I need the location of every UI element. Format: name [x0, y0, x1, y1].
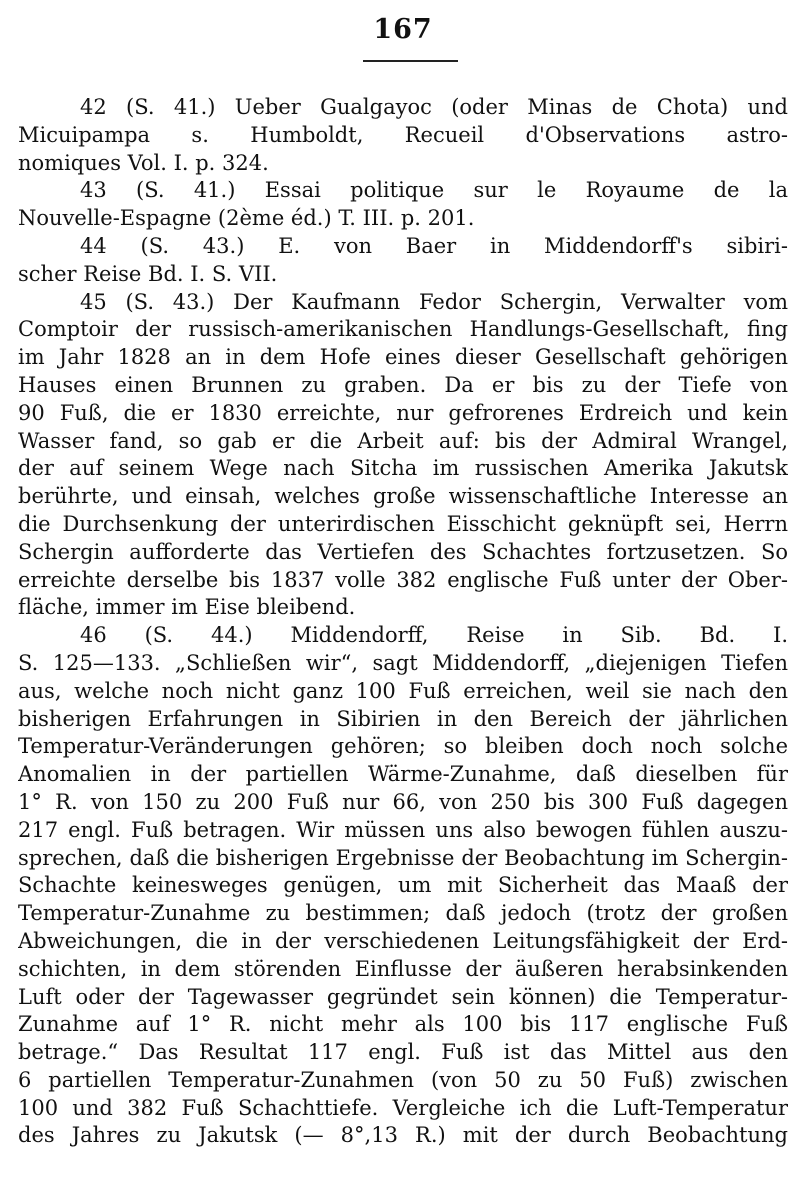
text-line: Zunahme auf 1° R. nicht mehr als 100 bis 117 englische Fuß [18, 1012, 788, 1037]
text-line: die Durchsenkung der unterirdischen Eisschicht geknüpft sei, Herrn [18, 511, 788, 536]
text-line: Schachte keinesweges genügen, um mit Sicherheit das Maaß der [18, 873, 788, 898]
text-line: Comptoir der russisch-amerikanischen Handlungs-Gesellschaft, fing [18, 317, 788, 342]
text-line: Nouvelle-Espagne (2ème éd.) T. III. p. 201. [18, 206, 475, 231]
text-line: 1° R. von 150 zu 200 Fuß nur 66, von 250 bis 300 Fuß dagegen [18, 789, 788, 814]
text-line: 46 (S. 44.) Middendorff, Reise in Sib. Bd. I. [80, 623, 788, 648]
text-line: nomiques Vol. I. p. 324. [18, 150, 269, 175]
text-line: der auf seinem Wege nach Sitcha im russischen Amerika Jakutsk [18, 456, 788, 481]
text-line: Temperatur-Zunahme zu bestimmen; daß jedoch (trotz der großen [18, 901, 788, 926]
text-line: Luft oder der Tagewasser gegründet sein können) die Temperatur- [18, 984, 788, 1009]
text-line: Abweichungen, die in der verschiedenen Leitungsfähigkeit der Erd- [18, 928, 788, 953]
text-line: sprechen, daß die bisherigen Ergebnisse der Beobachtung im Schergin- [18, 845, 788, 870]
text-line: fläche, immer im Eise bleibend. [18, 595, 356, 620]
text-line: schichten, in dem störenden Einflusse der äußeren herabsinkenden [18, 956, 788, 981]
text-line: Micuipampa s. Humboldt, Recueil d'Observations astro- [18, 122, 788, 147]
text-line: Hauses einen Brunnen zu graben. Da er bis zu der Tiefe von [18, 372, 788, 397]
text-line: Wasser fand, so gab er die Arbeit auf: bis der Admiral Wrangel, [18, 428, 788, 453]
text-line: des Jahres zu Jakutsk (— 8°,13 R.) mit der durch Beobachtung [18, 1123, 788, 1148]
text-line: berührte, und einsah, welches große wissenschaftliche Interesse an [18, 484, 788, 509]
text-line: erreichte derselbe bis 1837 volle 382 englische Fuß unter der Ober- [18, 567, 788, 592]
text-line: Schergin aufforderte das Vertiefen des Schachtes fortzusetzen. So [18, 539, 788, 564]
text-line: im Jahr 1828 an in dem Hofe eines dieser Gesellschaft gehörigen [18, 345, 788, 370]
text-line: 100 und 382 Fuß Schachttiefe. Vergleiche ich die Luft-Temperatur [18, 1095, 788, 1120]
text-line: 217 engl. Fuß betragen. Wir müssen uns also bewogen fühlen auszu- [18, 817, 788, 842]
header-rule [363, 60, 458, 62]
text-line: 42 (S. 41.) Ueber Gualgayoc (oder Minas de Chota) und [80, 95, 788, 119]
text-line: Anomalien in der partiellen Wärme-Zunahme, daß dieselben für [18, 762, 788, 787]
footnotes-body [18, 94, 788, 1150]
text-line: bisherigen Erfahrungen in Sibirien in den Bereich der jährlichen [18, 706, 788, 731]
text-line: 90 Fuß, die er 1830 erreichte, nur gefrorenes Erdreich und kein [18, 400, 788, 425]
book-page [18, 0, 788, 1200]
text-line: 43 (S. 41.) Essai politique sur le Royaume de la [80, 178, 788, 203]
text-line: scher Reise Bd. I. S. VII. [18, 261, 278, 286]
text-line: 45 (S. 43.) Der Kaufmann Fedor Schergin, Verwalter vom [80, 289, 788, 314]
text-line: 44 (S. 43.) E. von Baer in Middendorff's sibiri- [80, 233, 788, 258]
text-line: 6 partiellen Temperatur-Zunahmen (von 50 zu 50 Fuß) zwischen [18, 1067, 788, 1092]
text-line: Temperatur-Veränderungen gehören; so bleiben doch noch solche [18, 734, 788, 759]
page-number: 167 [373, 14, 433, 45]
text-line: S. 125—133. „Schließen wir“, sagt Middendorff, „diejenigen Tiefen [18, 650, 788, 675]
text-line: aus, welche noch nicht ganz 100 Fuß erreichen, weil sie nach den [18, 678, 788, 703]
text-line: betrage.“ Das Resultat 117 engl. Fuß ist das Mittel aus den [18, 1040, 788, 1065]
